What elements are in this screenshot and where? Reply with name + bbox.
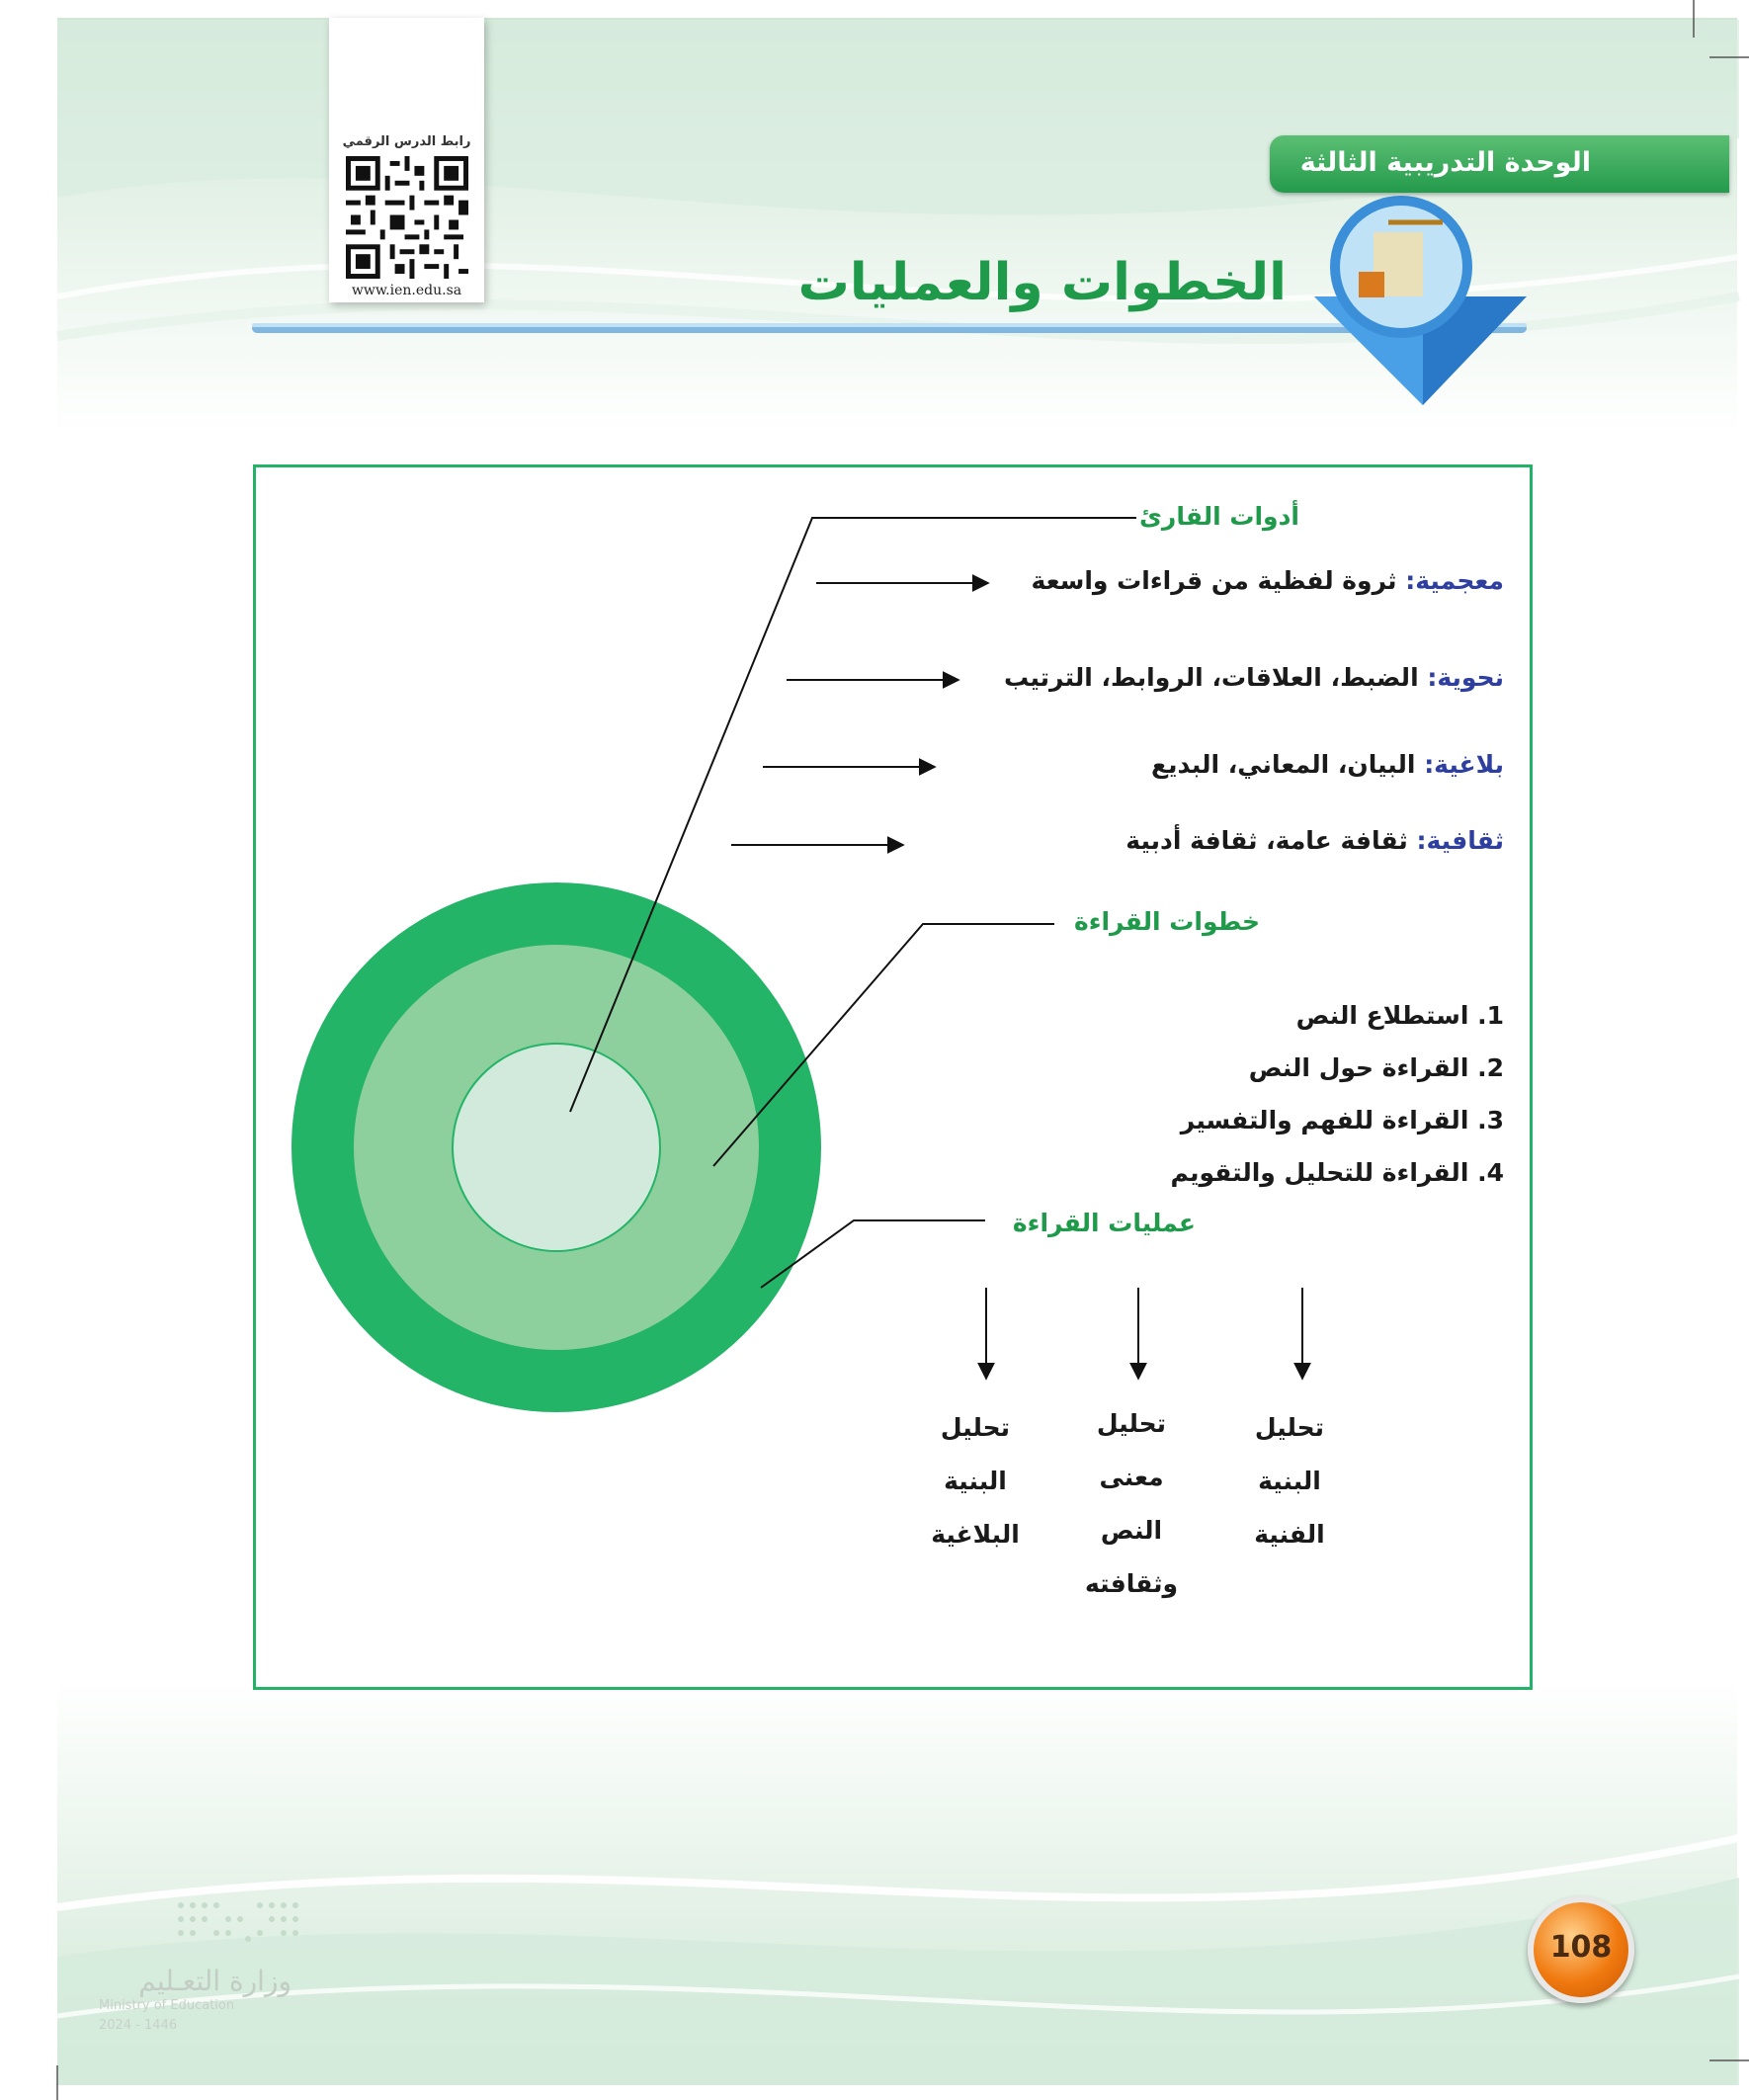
ministry-name-ar: وزارة التعـليم <box>138 1965 292 1997</box>
process-column-rhetorical <box>916 1401 1035 1561</box>
reading-step-item: 4. القراءة للتحليل والتقويم <box>1170 1158 1504 1187</box>
reader-tool-lexical <box>1031 566 1504 595</box>
reader-tool-text: ثروة لفظية من قراءات واسعة <box>1031 566 1397 595</box>
process-word: البنية <box>1258 1467 1321 1495</box>
reader-tool-label: نحوية: <box>1427 663 1504 692</box>
process-word: النص <box>1100 1516 1163 1545</box>
unit-label: الوحدة التدريبية الثالثة <box>1299 147 1591 178</box>
ministry-logo <box>94 1895 292 2044</box>
reader-tool-label: بلاغية: <box>1424 750 1504 779</box>
ministry-year: 2024 - 1446 <box>99 2018 178 2033</box>
process-word: تحليل <box>940 1413 1011 1442</box>
reading-steps-heading: خطوات القراءة <box>1073 907 1260 936</box>
reader-tool-label: معجمية: <box>1405 566 1504 595</box>
reader-tool-text: البيان، المعاني، البديع <box>1151 750 1416 779</box>
ministry-name-en: Ministry of Education <box>99 1998 235 2013</box>
process-column-meaning <box>1072 1397 1191 1611</box>
process-word: تحليل <box>1096 1409 1167 1438</box>
reader-tool-cultural <box>1125 826 1504 855</box>
page-title: الخطوات والعمليات <box>797 253 1287 312</box>
ministry-dots-icon <box>171 1895 329 1951</box>
reader-tool-text: الضبط، العلاقات، الروابط، الترتيب <box>1004 663 1419 692</box>
reading-step-item: 2. القراءة حول النص <box>1248 1053 1504 1082</box>
process-column-artistic <box>1230 1401 1349 1561</box>
process-word: معنى <box>1099 1463 1164 1491</box>
page-number-badge <box>1528 1896 1634 2003</box>
page-number: 108 <box>1549 1930 1613 1965</box>
process-word: تحليل <box>1254 1413 1325 1442</box>
reader-tools-heading: أدوات القارئ <box>1139 502 1299 531</box>
reading-step-item: 1. استطلاع النص <box>1295 1001 1504 1030</box>
inner-circle <box>453 1044 660 1251</box>
reader-tool-grammar <box>1004 663 1504 692</box>
reader-tool-text: ثقافة عامة، ثقافة أدبية <box>1125 826 1408 855</box>
reading-step-item: 3. القراءة للفهم والتفسير <box>1180 1106 1504 1134</box>
reading-processes-heading: عمليات القراءة <box>1012 1209 1196 1237</box>
qr-url[interactable]: www.ien.edu.sa <box>351 283 462 298</box>
process-word: البنية <box>944 1467 1007 1495</box>
reader-tool-rhetoric <box>1151 750 1504 779</box>
qr-caption: رابط الدرس الرقمي <box>342 134 471 149</box>
reader-tool-label: ثقافية: <box>1416 826 1504 855</box>
process-word: البلاغية <box>931 1520 1020 1549</box>
process-word: الفنية <box>1254 1520 1325 1549</box>
process-word: وثقافته <box>1084 1569 1179 1598</box>
